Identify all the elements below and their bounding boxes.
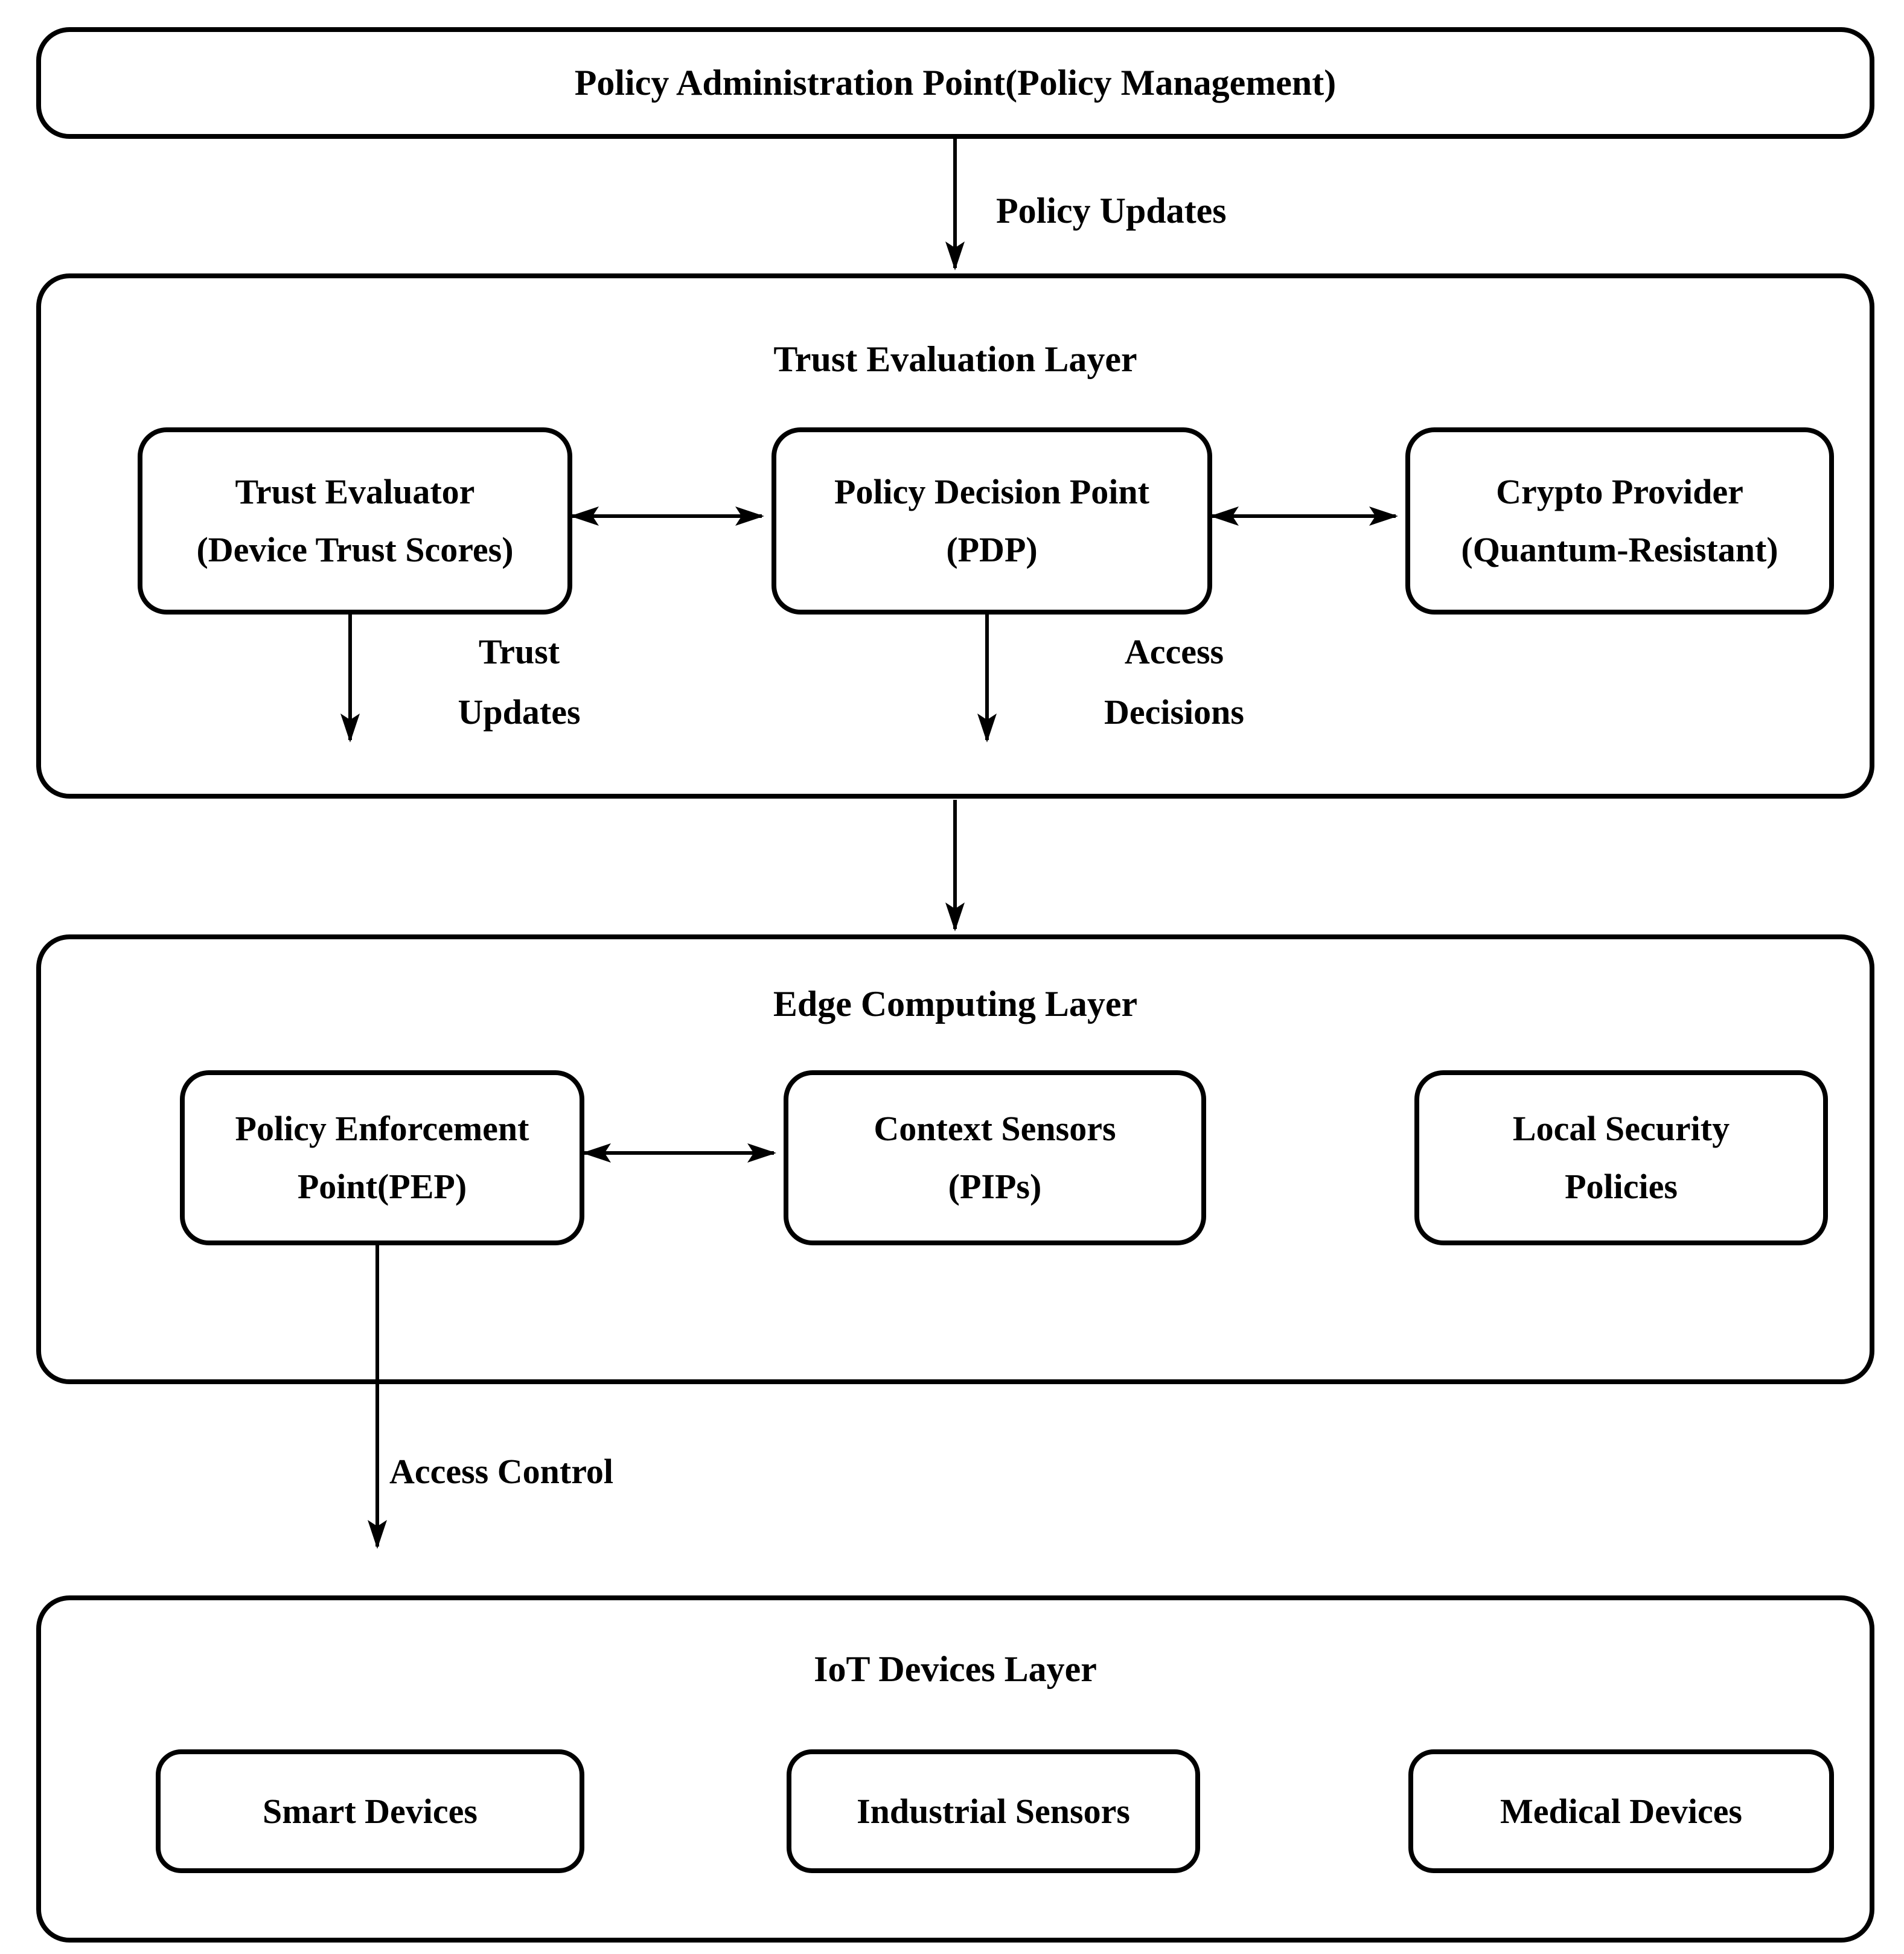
trust-updates-label: Trust Updates — [458, 632, 581, 732]
pdp-label-line2: (PDP) — [946, 530, 1038, 569]
pep-label-line2: Point(PEP) — [297, 1167, 467, 1206]
policy-decision-point-box — [772, 427, 1212, 615]
trust-evaluator-label-line2: (Device Trust Scores) — [196, 530, 514, 569]
context-sensors-label-line2: (PIPs) — [948, 1167, 1042, 1206]
trust-evaluator-label-line1: Trust Evaluator — [235, 472, 475, 512]
edge-computing-layer-title: Edge Computing Layer — [773, 984, 1138, 1024]
pep-label-line1: Policy Enforcement — [235, 1109, 529, 1149]
industrial-sensors-label: Industrial Sensors — [857, 1791, 1130, 1831]
crypto-provider-label-line2: (Quantum-Resistant) — [1461, 530, 1778, 569]
access-decisions-label: Access Decisions — [1104, 632, 1244, 732]
context-sensors-label-line1: Context Sensors — [874, 1109, 1116, 1149]
local-security-label-line2: Policies — [1565, 1167, 1678, 1206]
trust-evaluation-layer-container — [36, 273, 1874, 799]
trust-evaluation-layer-title: Trust Evaluation Layer — [773, 339, 1137, 379]
policy-updates-label: Policy Updates — [996, 191, 1227, 231]
edge-computing-layer-container — [36, 934, 1874, 1384]
access-control-label: Access Control — [389, 1452, 614, 1491]
policy-administration-point-label: Policy Administration Point(Policy Management) — [574, 63, 1337, 103]
trust-evaluator-box — [138, 427, 572, 615]
iot-devices-layer-title: IoT Devices Layer — [814, 1649, 1097, 1689]
pdp-label-line1: Policy Decision Point — [834, 472, 1149, 512]
medical-devices-box — [1408, 1749, 1834, 1873]
industrial-sensors-box — [787, 1749, 1200, 1873]
smart-devices-label: Smart Devices — [263, 1791, 478, 1831]
crypto-provider-label-line1: Crypto Provider — [1496, 472, 1743, 512]
crypto-provider-box — [1405, 427, 1834, 615]
local-security-policies-box — [1414, 1070, 1828, 1245]
policy-administration-point-box — [36, 27, 1874, 139]
medical-devices-label: Medical Devices — [1500, 1791, 1742, 1831]
iot-devices-layer-container — [36, 1595, 1874, 1943]
policy-enforcement-point-box — [180, 1070, 584, 1245]
local-security-label-line1: Local Security — [1512, 1109, 1730, 1149]
context-sensors-box — [784, 1070, 1206, 1245]
smart-devices-box — [156, 1749, 584, 1873]
